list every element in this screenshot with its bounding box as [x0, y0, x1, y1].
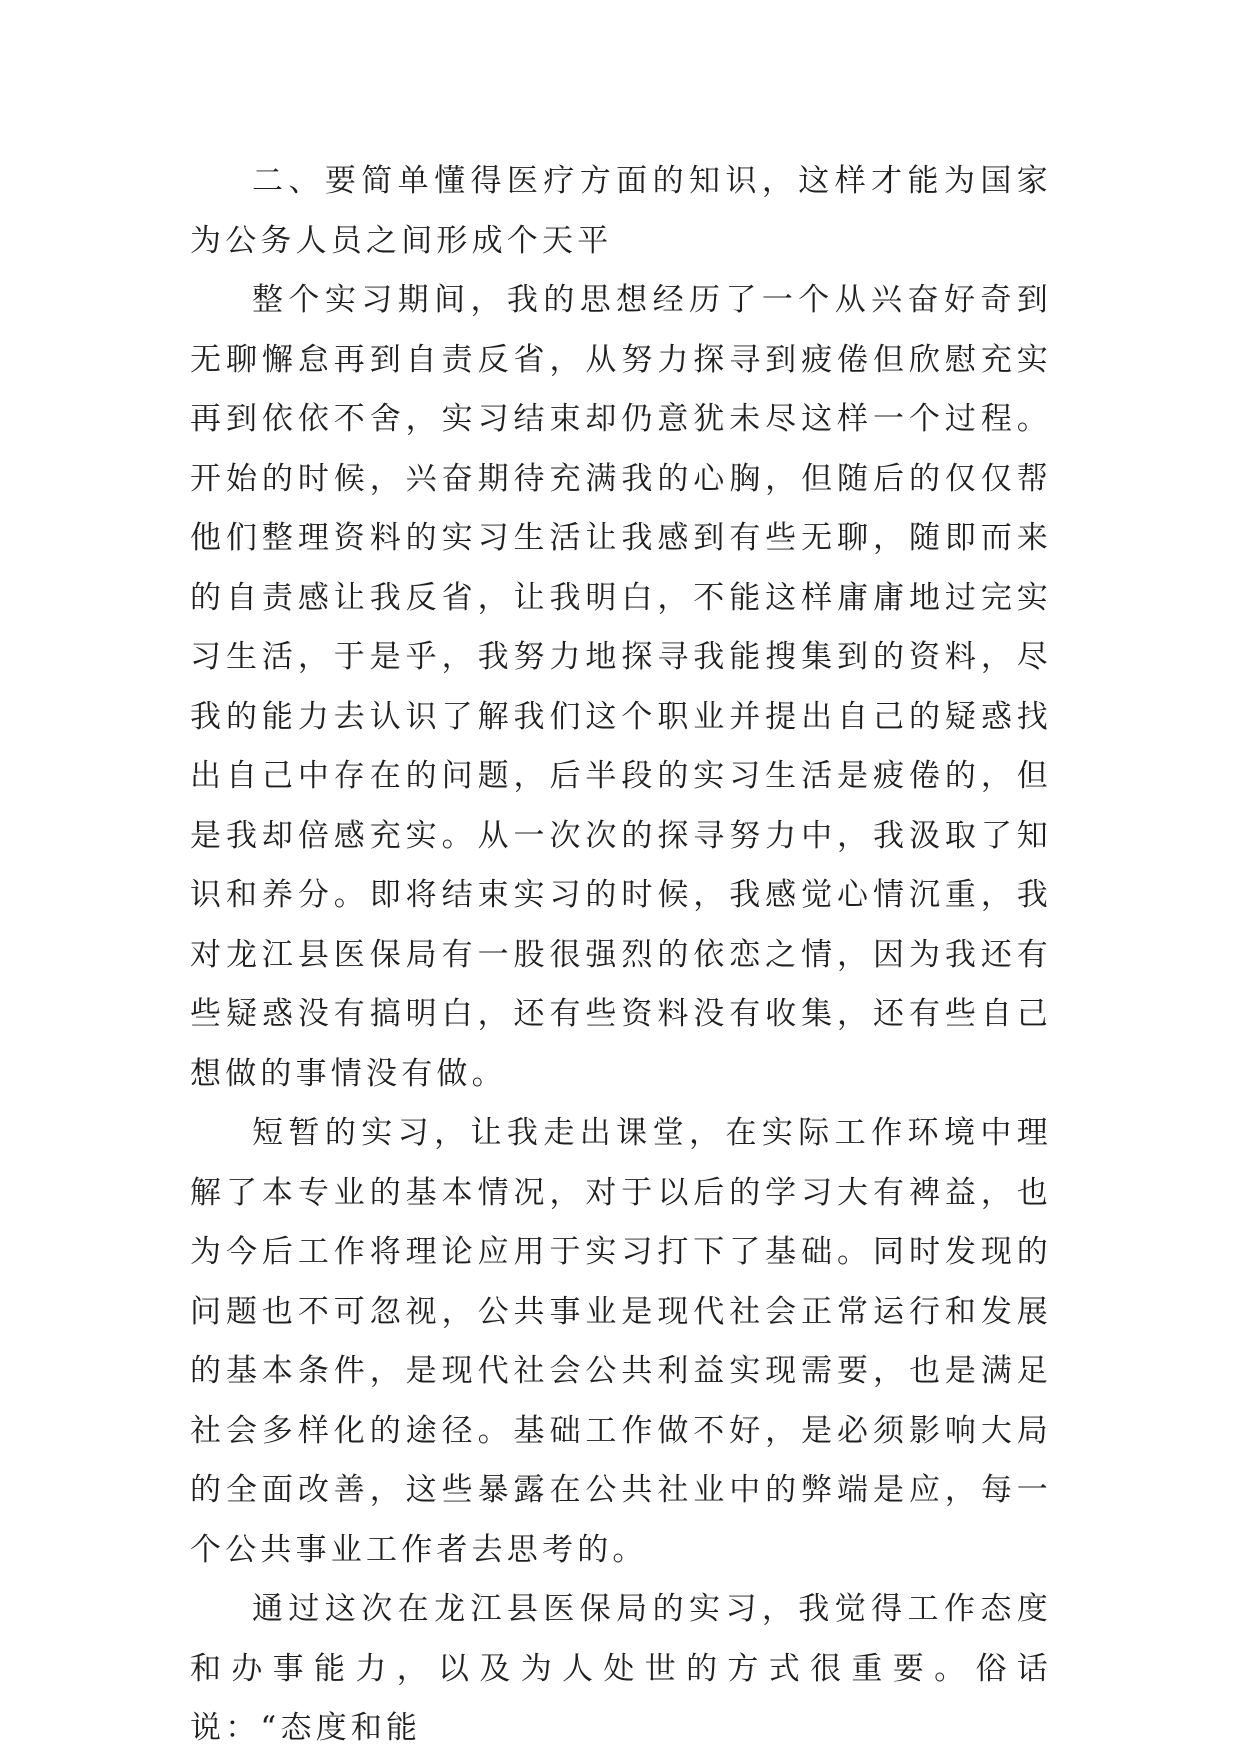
document-page: [190, 152, 1052, 1759]
body-paragraph: 通过这次在龙江县医保局的实习，我觉得工作态度和办事能力，以及为人处世的方式很重要。俗话说：“态度和能: [190, 1591, 1052, 1746]
body-paragraph: 整个实习期间，我的思想经历了一个从兴奋好奇到无聊懈怠再到自责反省，从努力探寻到疲倦但欣慰充实再到依依不舍，实习结束却仍意犹未尽这样一个过程。开始的时候，兴奋期待充满我的心胸，但随后的仅仅帮他们整理资料的实习生活让我感到有些无聊，随即而来的自责感让我反省，让我明白，不能这样庸庸地过完实习生活，于是乎，我努力地探寻我能搜集到的资料，尽我的能力去认识了解我们这个职业并提出自己的疑惑找出自己中存在的问题，后半段的实习生活是疲倦的，但是我却倍感充实。从一次次的探寻努力中，我汲取了知识和养分。即将结束实习的时候，我感觉心情沉重，我对龙江县医保局有一股很强烈的依恋之情，因为我还有些疑惑没有搞明白，还有些资料没有收集，还有些自己想做的事情没有做。: [190, 282, 1052, 1092]
section-heading: 二、要简单懂得医疗方面的知识，这样才能为国家为公务人员之间形成个天平: [190, 163, 1052, 259]
body-paragraph: 短暂的实习，让我走出课堂，在实际工作环境中理解了本专业的基本情况，对于以后的学习大有裨益，也为今后工作将理论应用于实习打下了基础。同时发现的问题也不可忽视，公共事业是现代社会正常运行和发展的基本条件，是现代社会公共利益实现需要，也是满足社会多样化的途径。基础工作做不好，是必须影响大局的全面改善，这些暴露在公共社业中的弊端是应，每一个公共事业工作者去思考的。: [190, 1115, 1052, 1568]
